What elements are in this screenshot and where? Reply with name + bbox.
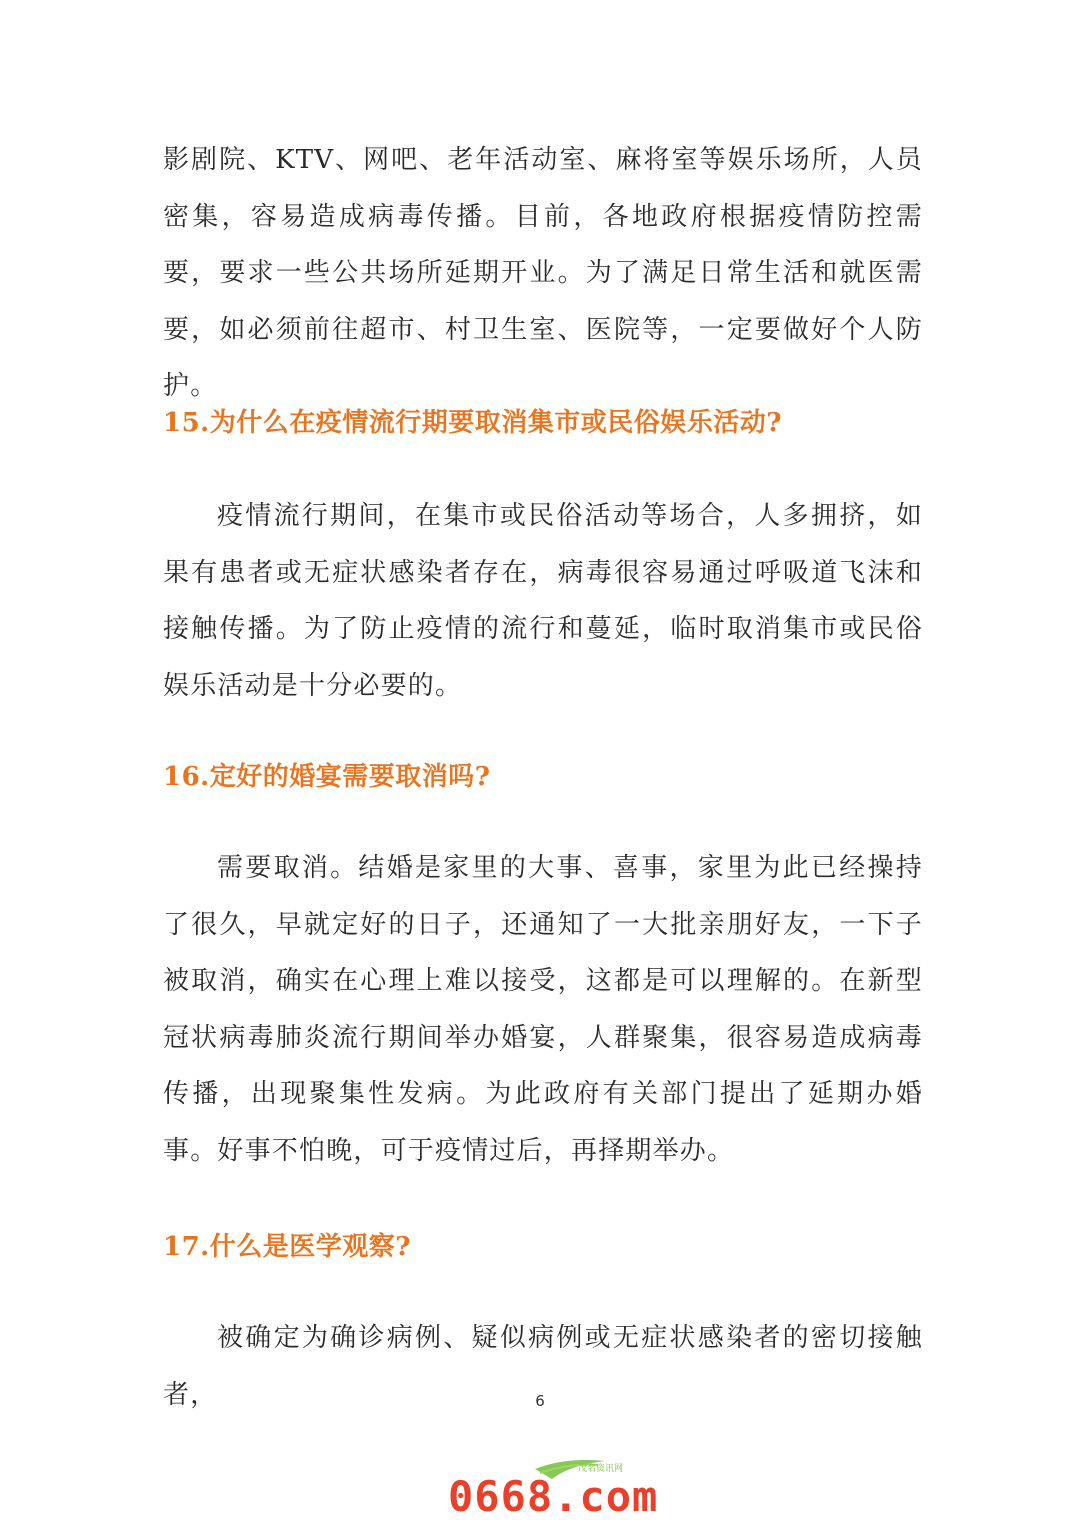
section-heading-17: 17.什么是医学观察? (163, 1232, 411, 1262)
intro-paragraph: 影剧院、KTV、网吧、老年活动室、麻将室等娱乐场所，人员密集，容易造成病毒传播。目前，各地政府根据疫情防控需要，要求一些公共场所延期开业。为了满足日常生活和就医需要，如必须前往超市、村卫生室、医院等，一定要做好个人防护。 (163, 145, 923, 401)
section-body-16: 需要取消。结婚是家里的大事、喜事，家里为此已经操持了很久，早就定好的日子，还通知了一大批亲朋好友，一下子被取消，确实在心理上难以接受，这都是可以理解的。在新型冠状病毒肺炎流行期间举办婚宴，人群聚集，很容易造成病毒传播，出现聚集性发病。为此政府有关部门提出了延期办婚事。好事不怕晚，可于疫情过后，再择期举办。 (163, 853, 923, 1166)
section-heading-15: 15.为什么在疫情流行期要取消集市或民俗娱乐活动? (163, 408, 782, 438)
watermark-subtext: 茂名资讯网 (578, 1464, 624, 1474)
section-body-15: 疫情流行期间，在集市或民俗活动等场合，人多拥挤，如果有患者或无症状感染者存在，病毒很容易通过呼吸道飞沫和接触传播。为了防止疫情的流行和蔓延，临时取消集市或民俗娱乐活动是十分必要的。 (163, 501, 923, 701)
page-number: 6 (535, 1392, 545, 1410)
section-heading-16: 16.定好的婚宴需要取消吗? (163, 762, 491, 792)
site-watermark-logo (440, 1455, 660, 1515)
section-body-17: 被确定为确诊病例、疑似病例或无症状感染者的密切接触者， (163, 1323, 923, 1410)
watermark-text: 0668.com (448, 1472, 659, 1515)
